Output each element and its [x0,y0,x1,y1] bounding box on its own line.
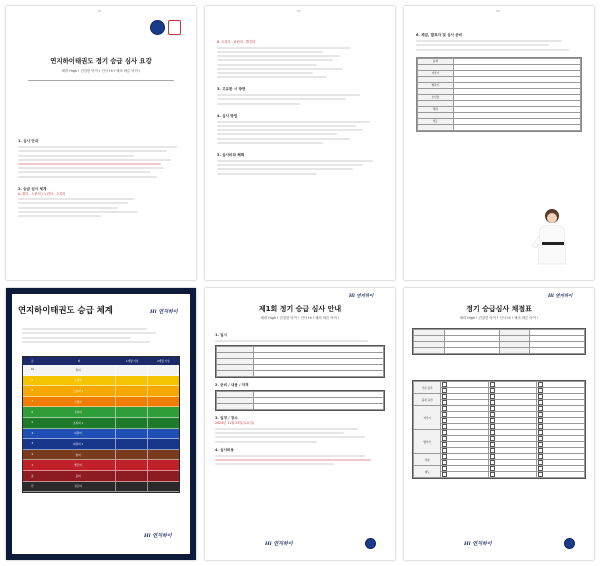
checkbox[interactable] [490,418,494,422]
belt-cell [115,460,147,470]
checkbox[interactable] [442,472,446,476]
checkbox[interactable] [442,460,446,464]
belt-system-poster [6,288,196,560]
checkbox[interactable] [442,382,446,386]
scoring-sheet-page [404,288,594,560]
belt-label: 초록띠 [74,411,82,415]
checkbox[interactable] [538,436,542,440]
checkbox[interactable] [538,460,542,464]
belt-label: 검은띠 [74,485,82,489]
page-number: 03 [496,9,500,13]
checkbox[interactable] [442,436,446,440]
document-page-1 [6,6,196,280]
prep-table [215,390,385,411]
score-table [412,380,586,479]
belt-cell [147,365,179,375]
belt-cell [115,450,147,460]
belt-rank-table [22,356,180,493]
checkbox[interactable] [490,448,494,452]
belt-cell [115,407,147,417]
belt-cell [115,471,147,481]
belt-label: 주황띠 [74,400,82,404]
belt-cell [147,376,179,386]
checkbox[interactable] [442,388,446,392]
checkbox[interactable] [490,400,494,404]
checkbox[interactable] [490,466,494,470]
title-divider [28,80,174,81]
school-logo: Hi 연지하이 [150,309,178,315]
section-heading: 3. 일정 / 장소 [215,416,238,421]
checkbox[interactable] [442,394,446,398]
belt-cell [115,429,147,439]
checkbox[interactable] [442,430,446,434]
document-page-3 [404,6,594,280]
belt-row [23,386,179,397]
checkbox[interactable] [538,388,542,392]
category-label: 격파 [414,454,441,466]
checkbox[interactable] [442,406,446,410]
belt-row [23,365,179,376]
belt-cell [115,386,147,396]
row-label: 태도 [418,118,454,124]
section-heading: 3. 고유한 시 방면 [217,87,246,92]
row-label: 품새 [418,58,454,64]
checkbox[interactable] [490,424,494,428]
checkbox[interactable] [490,382,494,386]
belt-cell [147,450,179,460]
row-label: 겨루기 [418,70,454,76]
poster-title: 연지하이태권도 승급 체계 [18,305,113,315]
subsection-heading: B. 초록띠 - 파란띠 - 빨간띠 [217,40,256,44]
page-number: 01 [98,9,102,13]
checkbox[interactable] [538,418,542,422]
belt-cell [115,439,147,449]
belt-cell [115,482,147,492]
checkbox[interactable] [490,442,494,446]
checkbox[interactable] [442,448,446,452]
belt-label: 빨간띠 [74,464,82,468]
school-logo-footer: Hi 연지하이 [464,541,492,547]
belt-label: 파란띠 1 [73,442,84,446]
checkbox[interactable] [442,424,446,428]
row-label: 체력 [418,106,454,112]
belt-cell [115,418,147,428]
checkbox[interactable] [442,412,446,416]
school-logo-footer: Hi 연지하이 [144,533,172,539]
section-heading: 1. 심사 안내 [18,139,39,143]
belt-rank: 7 [31,400,34,404]
belt-cell [115,365,147,375]
checkbox[interactable] [538,430,542,434]
notice-title: 제1회 정기 승급 심사 안내 [258,305,342,313]
belt-row [23,376,179,387]
page-number: 02 [297,9,301,13]
section-heading: 5. 심사비와 혜택 [217,152,245,157]
checkbox[interactable] [490,388,494,392]
belt-rank: 8 [31,389,34,393]
checkbox[interactable] [538,394,542,398]
checkbox[interactable] [538,382,542,386]
category-label: 발차기 [414,430,441,454]
page-title: 연지하이태권도 정기 승급 심사 요강 [50,57,152,65]
checkbox[interactable] [538,406,542,410]
category-label: 태도 [414,466,441,478]
belt-row [23,429,179,440]
checkbox[interactable] [490,406,494,410]
school-emblem-icon [365,538,376,549]
belt-rank: 6 [31,410,34,414]
score-checkbox-cell[interactable] [489,472,537,478]
checkbox[interactable] [538,412,542,416]
page-subtitle: 체력 High ! 건강한 아이 ! 인사 Hi ! 예의 바른 아이 ! [61,69,141,73]
score-checkbox-cell[interactable] [441,472,489,478]
belt-row [23,439,179,450]
checkbox[interactable] [490,460,494,464]
checkbox[interactable] [442,400,446,404]
exam-notice-page [205,288,395,560]
belt-cell [147,439,179,449]
belt-row [23,482,179,493]
belt-row [23,471,179,482]
belt-cell [115,376,147,386]
belt-row [23,460,179,471]
checkbox[interactable] [490,454,494,458]
checkbox[interactable] [538,400,542,404]
belt-rank: 1 [31,463,34,467]
belt-cell [147,482,179,492]
checkbox[interactable] [538,472,542,476]
belt-rank: 4 [31,431,34,435]
checkbox[interactable] [538,448,542,452]
row-label: 발차기 [418,82,454,88]
document-page-2 [205,6,395,280]
checkbox[interactable] [442,466,446,470]
checkbox[interactable] [490,394,494,398]
belt-cell [147,386,179,396]
belt-cell [147,397,179,407]
belt-rank: 10 [30,368,35,372]
sheet-title: 정기 승급심사 채점표 [466,305,532,313]
school-logo: Hi 연지하이 [349,294,374,299]
belt-label: 흰띠 [75,368,81,372]
school-emblem-icon [150,20,165,35]
belt-rank: 단 [31,485,34,489]
checkbox[interactable] [538,424,542,428]
info-table [215,345,385,378]
belt-cell [147,407,179,417]
belt-cell [147,418,179,428]
belt-row [23,397,179,408]
belt-label: 품띠 [75,474,81,478]
school-logo-footer: Hi 연지하이 [265,541,293,547]
school-emblem-icon [564,538,575,549]
checkbox[interactable] [538,442,542,446]
belt-row [23,407,179,418]
belt-row [23,418,179,429]
category-label: 기본 동작 [414,382,441,394]
checkbox[interactable] [538,466,542,470]
table-row [418,124,581,130]
section-heading: 4. 심사비용 [215,447,235,452]
exam-date: 2024년 11월 23일(토요일) [215,421,255,426]
belt-cell [147,460,179,470]
belt-row [23,450,179,461]
criteria-table [416,57,582,132]
checkbox[interactable] [490,430,494,434]
belt-rank: 9 [31,378,34,382]
category-label: 품새 숙련 [414,394,441,406]
belt-rank: 3 [31,442,34,446]
checkbox[interactable] [442,454,446,458]
belt-rank: 5 [31,421,34,425]
checkbox[interactable] [490,472,494,476]
checkbox[interactable] [538,454,542,458]
checkbox[interactable] [442,442,446,446]
belt-label: 노란띠 1 [73,389,84,393]
belt-rank: 2 [31,453,34,457]
federation-emblem-icon [168,20,181,35]
belt-cell [115,397,147,407]
belt-label: 파란띠 [74,432,82,436]
section-heading: 2. 준비 / 내용 / 자격 [215,383,249,388]
sheet-subtitle: 체력 High ! 건강한 아이 ! 인사 Hi ! 예의 바른 아이 ! [459,316,539,320]
school-logo: Hi 연지하이 [548,294,573,299]
section-heading: 4. 심사 방법 [217,113,238,118]
table-header: 급 띠 1개월 이상 2개월 이상 [23,357,179,365]
checkbox[interactable] [442,418,446,422]
belt-cell [147,429,179,439]
subsection-heading: A. 흰띠 - 노란띠 / 노란띠 - 초록띠 [18,191,66,196]
section-heading: 2. 승급 심사 체계 [18,186,47,191]
score-checkbox-cell[interactable] [537,472,585,478]
student-photo [530,206,570,272]
section-heading: 6. 체급, 발표자 및 심사 준비 [416,33,463,37]
section-heading: 1. 일시 [215,333,228,337]
belt-label: 초록띠 1 [73,421,84,425]
checkbox[interactable] [490,436,494,440]
notice-subtitle: 체력 High ! 건강한 아이 ! 인사 Hi ! 예의 바른 아이 ! [260,316,340,320]
category-label: 겨루기 [414,406,441,430]
examinee-info-table [412,328,586,355]
belt-rank: 품 [31,474,34,478]
checkbox[interactable] [490,412,494,416]
belt-cell [147,471,179,481]
row-label: 호신술 [418,94,454,100]
belt-label: 밤띠 [75,453,81,457]
belt-label: 노란띠 [74,379,82,383]
